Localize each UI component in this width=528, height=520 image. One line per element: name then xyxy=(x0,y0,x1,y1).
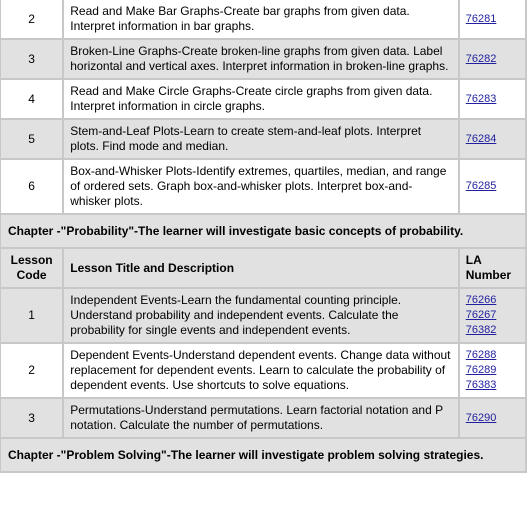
lesson-row xyxy=(1,80,525,118)
lesson-description: Box-and-Whisker Plots-Identify extremes, quartiles, median, and range of ordered sets. Graph box-and-whisker plots. Interpret box-and-whisker plots. xyxy=(64,160,458,213)
la-number-link[interactable]: 76266 xyxy=(465,294,497,306)
chapter-heading: Chapter -"Problem Solving"-The learner will investigate problem solving strategies. xyxy=(1,439,525,471)
lesson-row xyxy=(1,160,525,213)
lesson-code: 6 xyxy=(1,160,62,213)
lesson-row xyxy=(1,399,525,437)
la-number-cell xyxy=(460,399,525,437)
la-number-link[interactable]: 76285 xyxy=(465,180,497,192)
la-number-link[interactable]: 76288 xyxy=(465,349,497,361)
la-number-link[interactable]: 76282 xyxy=(465,52,497,65)
la-number-cell xyxy=(460,160,525,213)
chapter-heading: Chapter -"Probability"-The learner will investigate basic concepts of probability. xyxy=(1,215,525,247)
lesson-code: 2 xyxy=(1,344,62,397)
lesson-code: 5 xyxy=(1,120,62,158)
column-header-row xyxy=(1,249,525,287)
la-number-link[interactable]: 76283 xyxy=(465,92,497,105)
la-number-cell xyxy=(460,80,525,118)
lesson-description: Dependent Events-Understand dependent events. Change data without replacement for dependent events. Learn to calculate the probability of dependent events. Use shortcuts to solve equations. xyxy=(64,344,458,397)
la-number-link[interactable]: 76281 xyxy=(465,12,497,25)
lesson-description: Broken-Line Graphs-Create broken-line graphs from given data. Label horizontal and vertical axes. Interpret information in broken-line graphs. xyxy=(64,40,458,78)
lesson-code: 3 xyxy=(1,40,62,78)
la-number-cell xyxy=(460,344,525,397)
la-number-link[interactable]: 76290 xyxy=(465,411,497,424)
la-number-link[interactable]: 76289 xyxy=(465,364,497,376)
lesson-code: 1 xyxy=(1,289,62,342)
lesson-code: 4 xyxy=(1,80,62,118)
lessons-table-body xyxy=(1,0,525,471)
lesson-code: 3 xyxy=(1,399,62,437)
la-number-cell xyxy=(460,289,525,342)
la-number-cell xyxy=(460,0,525,38)
la-number-link[interactable]: 76382 xyxy=(465,324,497,336)
header-lesson-code: Lesson Code xyxy=(1,249,62,287)
lesson-description: Read and Make Circle Graphs-Create circle graphs from given data. Interpret information in circle graphs. xyxy=(64,80,458,118)
lesson-description: Independent Events-Learn the fundamental counting principle. Understand probability and independent events. Calculate the probability for single events and independent events. xyxy=(64,289,458,342)
lesson-code: 2 xyxy=(1,0,62,38)
lesson-description: Stem-and-Leaf Plots-Learn to create stem-and-leaf plots. Interpret plots. Find mode and median. xyxy=(64,120,458,158)
chapter-probability xyxy=(1,215,525,247)
la-number-cell xyxy=(460,120,525,158)
lesson-description: Permutations-Understand permutations. Learn factorial notation and P notation. Calculate the number of permutations. xyxy=(64,399,458,437)
lesson-description: Read and Make Bar Graphs-Create bar graphs from given data. Interpret information in bar graphs. xyxy=(64,0,458,38)
la-number-link[interactable]: 76284 xyxy=(465,132,497,145)
lesson-row xyxy=(1,0,525,38)
la-number-link[interactable]: 76267 xyxy=(465,309,497,321)
lesson-row xyxy=(1,344,525,397)
la-number-link[interactable]: 76383 xyxy=(465,379,497,391)
header-la-number: LA Number xyxy=(460,249,525,287)
la-number-cell xyxy=(460,40,525,78)
lesson-row xyxy=(1,289,525,342)
lesson-row xyxy=(1,120,525,158)
chapter-problem-solving xyxy=(1,439,525,471)
header-lesson-title: Lesson Title and Description xyxy=(64,249,458,287)
lesson-row xyxy=(1,40,525,78)
